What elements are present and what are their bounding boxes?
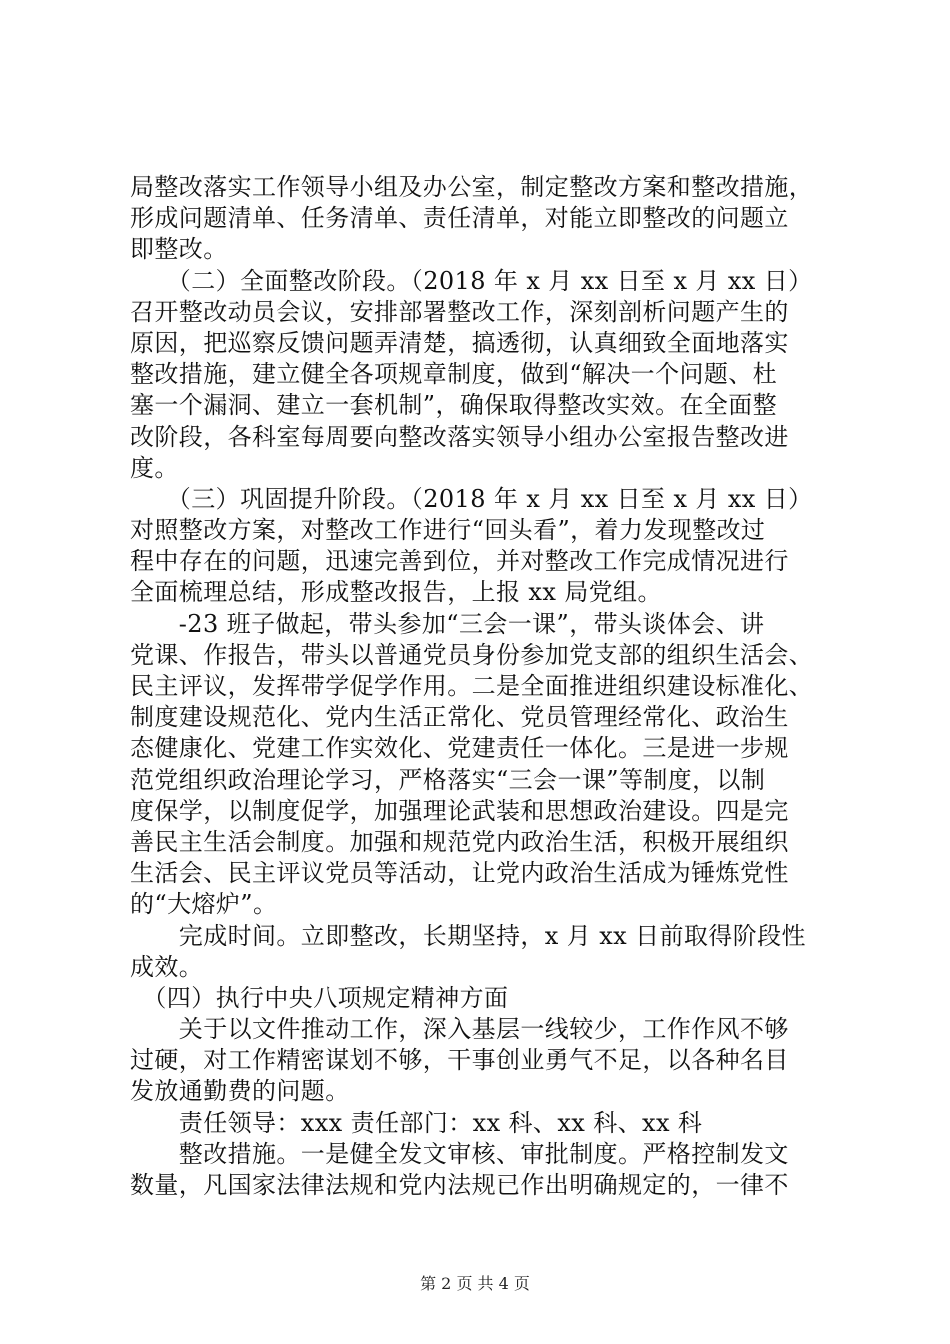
body-line: 度保学，以制度促学，加强理论武装和思想政治建设。四是完: [130, 796, 789, 825]
body-line: 善民主生活会制度。加强和规范党内政治生活，积极开展组织: [130, 827, 789, 856]
body-line: 度。: [130, 453, 179, 482]
body-line: 党课、作报告，带头以普通党员身份参加党支部的组织生活会、: [130, 640, 814, 669]
page-number-footer: 第 2 页 共 4 页: [420, 1274, 530, 1293]
body-line: 关于以文件推动工作，深入基层一线较少，工作作风不够: [130, 1015, 789, 1044]
body-line: 成效。: [130, 952, 204, 981]
body-line: 整改措施，建立健全各项规章制度，做到“解决一个问题、杜: [130, 360, 778, 389]
body-line: 范党组织政治理论学习，严格落实“三会一课”等制度，以制: [130, 765, 766, 794]
body-line: 原因，把巡察反馈问题弄清楚，搞透彻，认真细致全面地落实: [130, 328, 789, 357]
body-line: 态健康化、党建工作实效化、党建责任一体化。三是进一步规: [130, 734, 789, 763]
body-line: 责任领导：xxx 责任部门：xx 科、xx 科、xx 科: [130, 1108, 703, 1137]
body-line: 形成问题清单、任务清单、责任清单，对能立即整改的问题立: [130, 204, 789, 233]
body-line: （二）全面整改阶段。（2018 年 x 月 xx 日至 x 月 xx 日）: [130, 266, 813, 295]
body-line: 局整改落实工作领导小组及办公室，制定整改方案和整改措施，: [130, 173, 814, 201]
body-line: 生活会、民主评议党员等活动，让党内政治生活成为锤炼党性: [130, 859, 789, 888]
body-line: 即整改。: [130, 235, 228, 264]
body-line: 全面梳理总结，形成整改报告，上报 xx 局党组。: [130, 578, 662, 607]
document-body: [130, 172, 830, 1201]
body-line: 完成时间。立即整改，长期坚持，x 月 xx 日前取得阶段性: [130, 921, 806, 950]
body-line: 召开整改动员会议，安排部署整改工作，深刻剖析问题产生的: [130, 297, 789, 326]
body-line: 对照整改方案，对整改工作进行“回头看”，着力发现整改过: [130, 516, 766, 545]
body-line: 塞一个漏洞、建立一套机制”，确保取得整改实效。在全面整: [130, 391, 778, 420]
body-line: 改阶段，各科室每周要向整改落实领导小组办公室报告整改进: [130, 422, 789, 451]
body-line: 的“大熔炉”。: [130, 890, 278, 919]
body-line: 制度建设规范化、党内生活正常化、党员管理经常化、政治生: [130, 703, 789, 732]
body-line: 程中存在的问题，迅速完善到位，并对整改工作完成情况进行: [130, 547, 789, 576]
body-line: -23 班子做起，带头参加“三会一课”，带头谈体会、讲: [130, 609, 765, 638]
body-line: 数量，凡国家法律法规和党内法规已作出明确规定的，一律不: [130, 1171, 789, 1199]
body-line: 整改措施。一是健全发文审核、审批制度。严格控制发文: [130, 1139, 789, 1168]
body-line: 民主评议，发挥带学促学作用。二是全面推进组织建设标准化、: [130, 672, 814, 700]
body-line: 发放通勤费的问题。: [130, 1077, 350, 1106]
body-line: 过硬，对工作精密谋划不够，干事创业勇气不足，以各种名目: [130, 1046, 789, 1075]
body-line: （三）巩固提升阶段。（2018 年 x 月 xx 日至 x 月 xx 日）: [130, 484, 813, 513]
body-line: （四）执行中央八项规定精神方面: [130, 983, 509, 1012]
